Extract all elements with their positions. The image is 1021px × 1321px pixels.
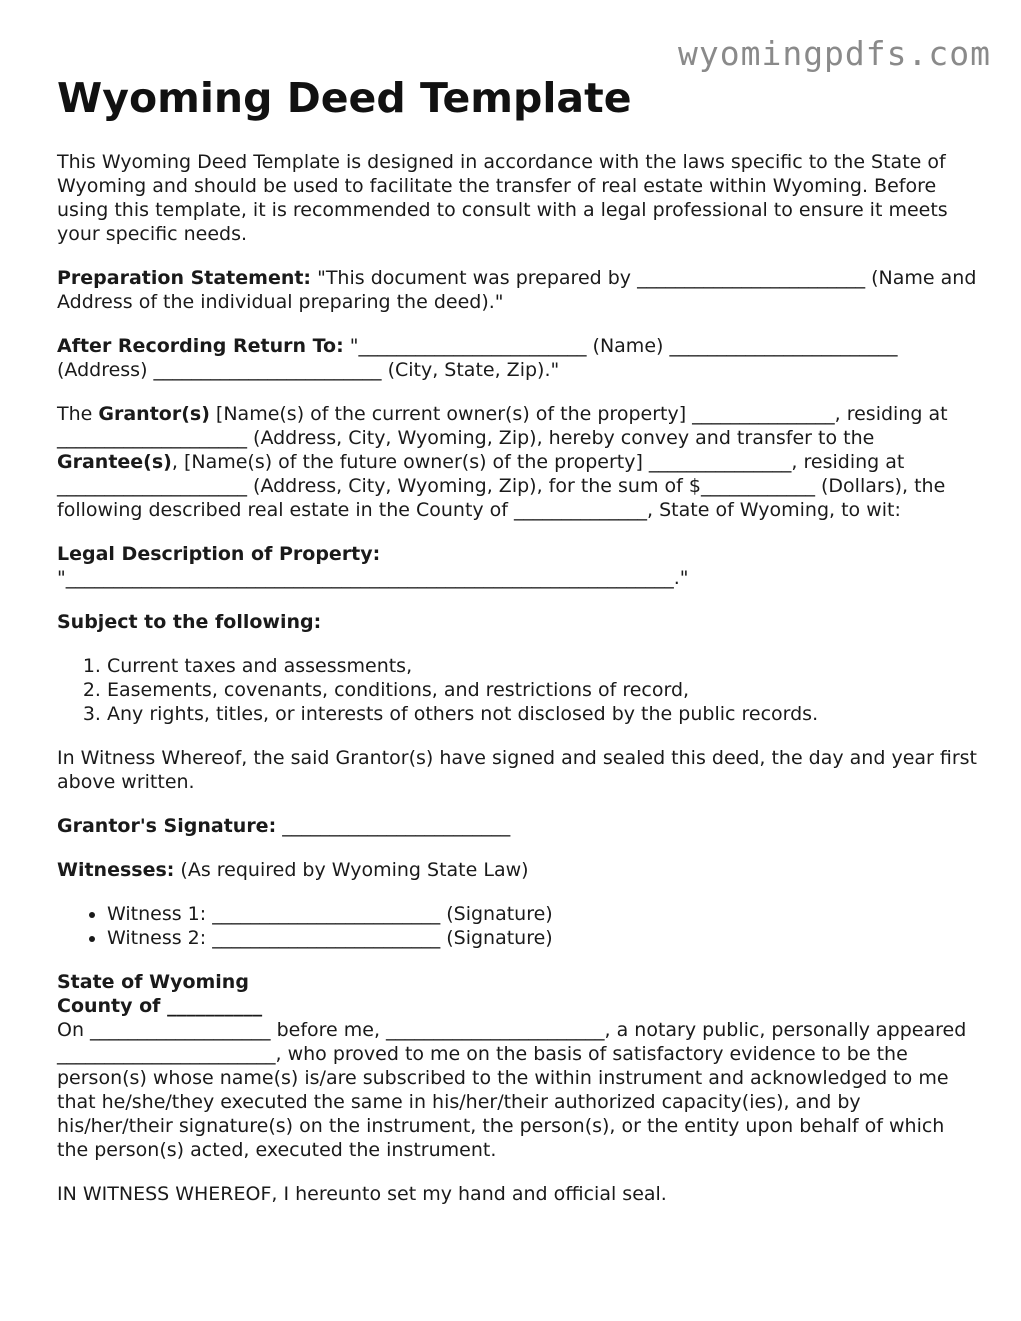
list-item: 2. Easements, covenants, conditions, and restrictions of record, (107, 678, 977, 702)
legal-description-label: Legal Description of Property: (57, 543, 381, 565)
grantor-signature-blank: ________________________ (276, 815, 511, 837)
deed-document (57, 74, 977, 1226)
conveyance-post: , [Name(s) of the future owner(s) of the property] _______________, residing at ____________________ (Address, City, Wyoming, Zip), for the sum of $____________ (Dollars), the following described real estate in the County of ______________, State of Wyoming, to wit: (57, 451, 946, 521)
site-watermark: wyomingpdfs.com (677, 34, 991, 73)
conveyance-paragraph (57, 402, 977, 522)
list-item: 1. Current taxes and assessments, (107, 654, 977, 678)
grantor-signature-label: Grantor's Signature: (57, 815, 277, 837)
witnesses-label: Witnesses: (57, 859, 175, 881)
grantee-label: Grantee(s) (57, 451, 172, 473)
return-to-statement (57, 334, 977, 382)
notary-block (57, 970, 977, 1162)
list-item: • Witness 2: ________________________ (Signature) (107, 926, 977, 950)
preparation-statement (57, 266, 977, 314)
notary-text: On ___________________ before me, _______________________, a notary public, personally appeared _______________________, who proved to me on the basis of satisfactory evidence to be the person(s) whose name(s) is/are subscribed to the within instrument and acknowledged to me that he/she/they executed the same in his/her/their authorized capacity(ies), and by his/her/their signature(s) on the instrument, the person(s), or the entity upon behalf of which the person(s) acted, executed the instrument. (57, 1019, 967, 1161)
grantor-label: Grantor(s) (98, 403, 210, 425)
closing-statement: IN WITNESS WHEREOF, I hereunto set my hand and official seal. (57, 1183, 667, 1205)
notary-county: County of __________ (57, 995, 263, 1017)
page-title: Wyoming Deed Template (57, 74, 632, 122)
legal-description (57, 542, 977, 590)
conveyance-pre: The (57, 403, 99, 425)
witnesses-note: (As required by Wyoming State Law) (174, 859, 529, 881)
list-item: 3. Any rights, titles, or interests of others not disclosed by the public records. (107, 702, 977, 726)
legal-description-blank: "________________________________________________________________." (57, 567, 689, 589)
grantor-signature-line (57, 814, 977, 838)
subject-to-list (57, 654, 977, 726)
intro-paragraph: This Wyoming Deed Template is designed in accordance with the laws specific to the State of Wyoming and should be used to facilitate the transfer of real estate within Wyoming. Before using this template, it is recommended to consult with a legal professional to ensure it meets your specific needs. (57, 151, 948, 245)
witnesses-heading (57, 858, 977, 882)
list-item: • Witness 1: ________________________ (Signature) (107, 902, 977, 926)
preparation-label: Preparation Statement: (57, 267, 312, 289)
witnesses-list (57, 902, 977, 950)
conveyance-mid: [Name(s) of the current owner(s) of the property] _______________, residing at ____________________ (Address, City, Wyoming, Zip), hereby convey and transfer to the (57, 403, 948, 449)
subject-to-label: Subject to the following: (57, 611, 322, 633)
return-to-label: After Recording Return To: (57, 335, 344, 357)
preparation-text: "This document was prepared by ________________________ (Name and Address of the individual preparing the deed)." (57, 267, 977, 313)
witness-whereof-paragraph: In Witness Whereof, the said Grantor(s) have signed and sealed this deed, the day and year first above written. (57, 747, 978, 793)
subject-to-heading (57, 610, 977, 634)
notary-state: State of Wyoming (57, 971, 249, 993)
return-to-text: "________________________ (Name) ________________________ (Address) ________________________ (City, State, Zip)." (57, 335, 898, 381)
